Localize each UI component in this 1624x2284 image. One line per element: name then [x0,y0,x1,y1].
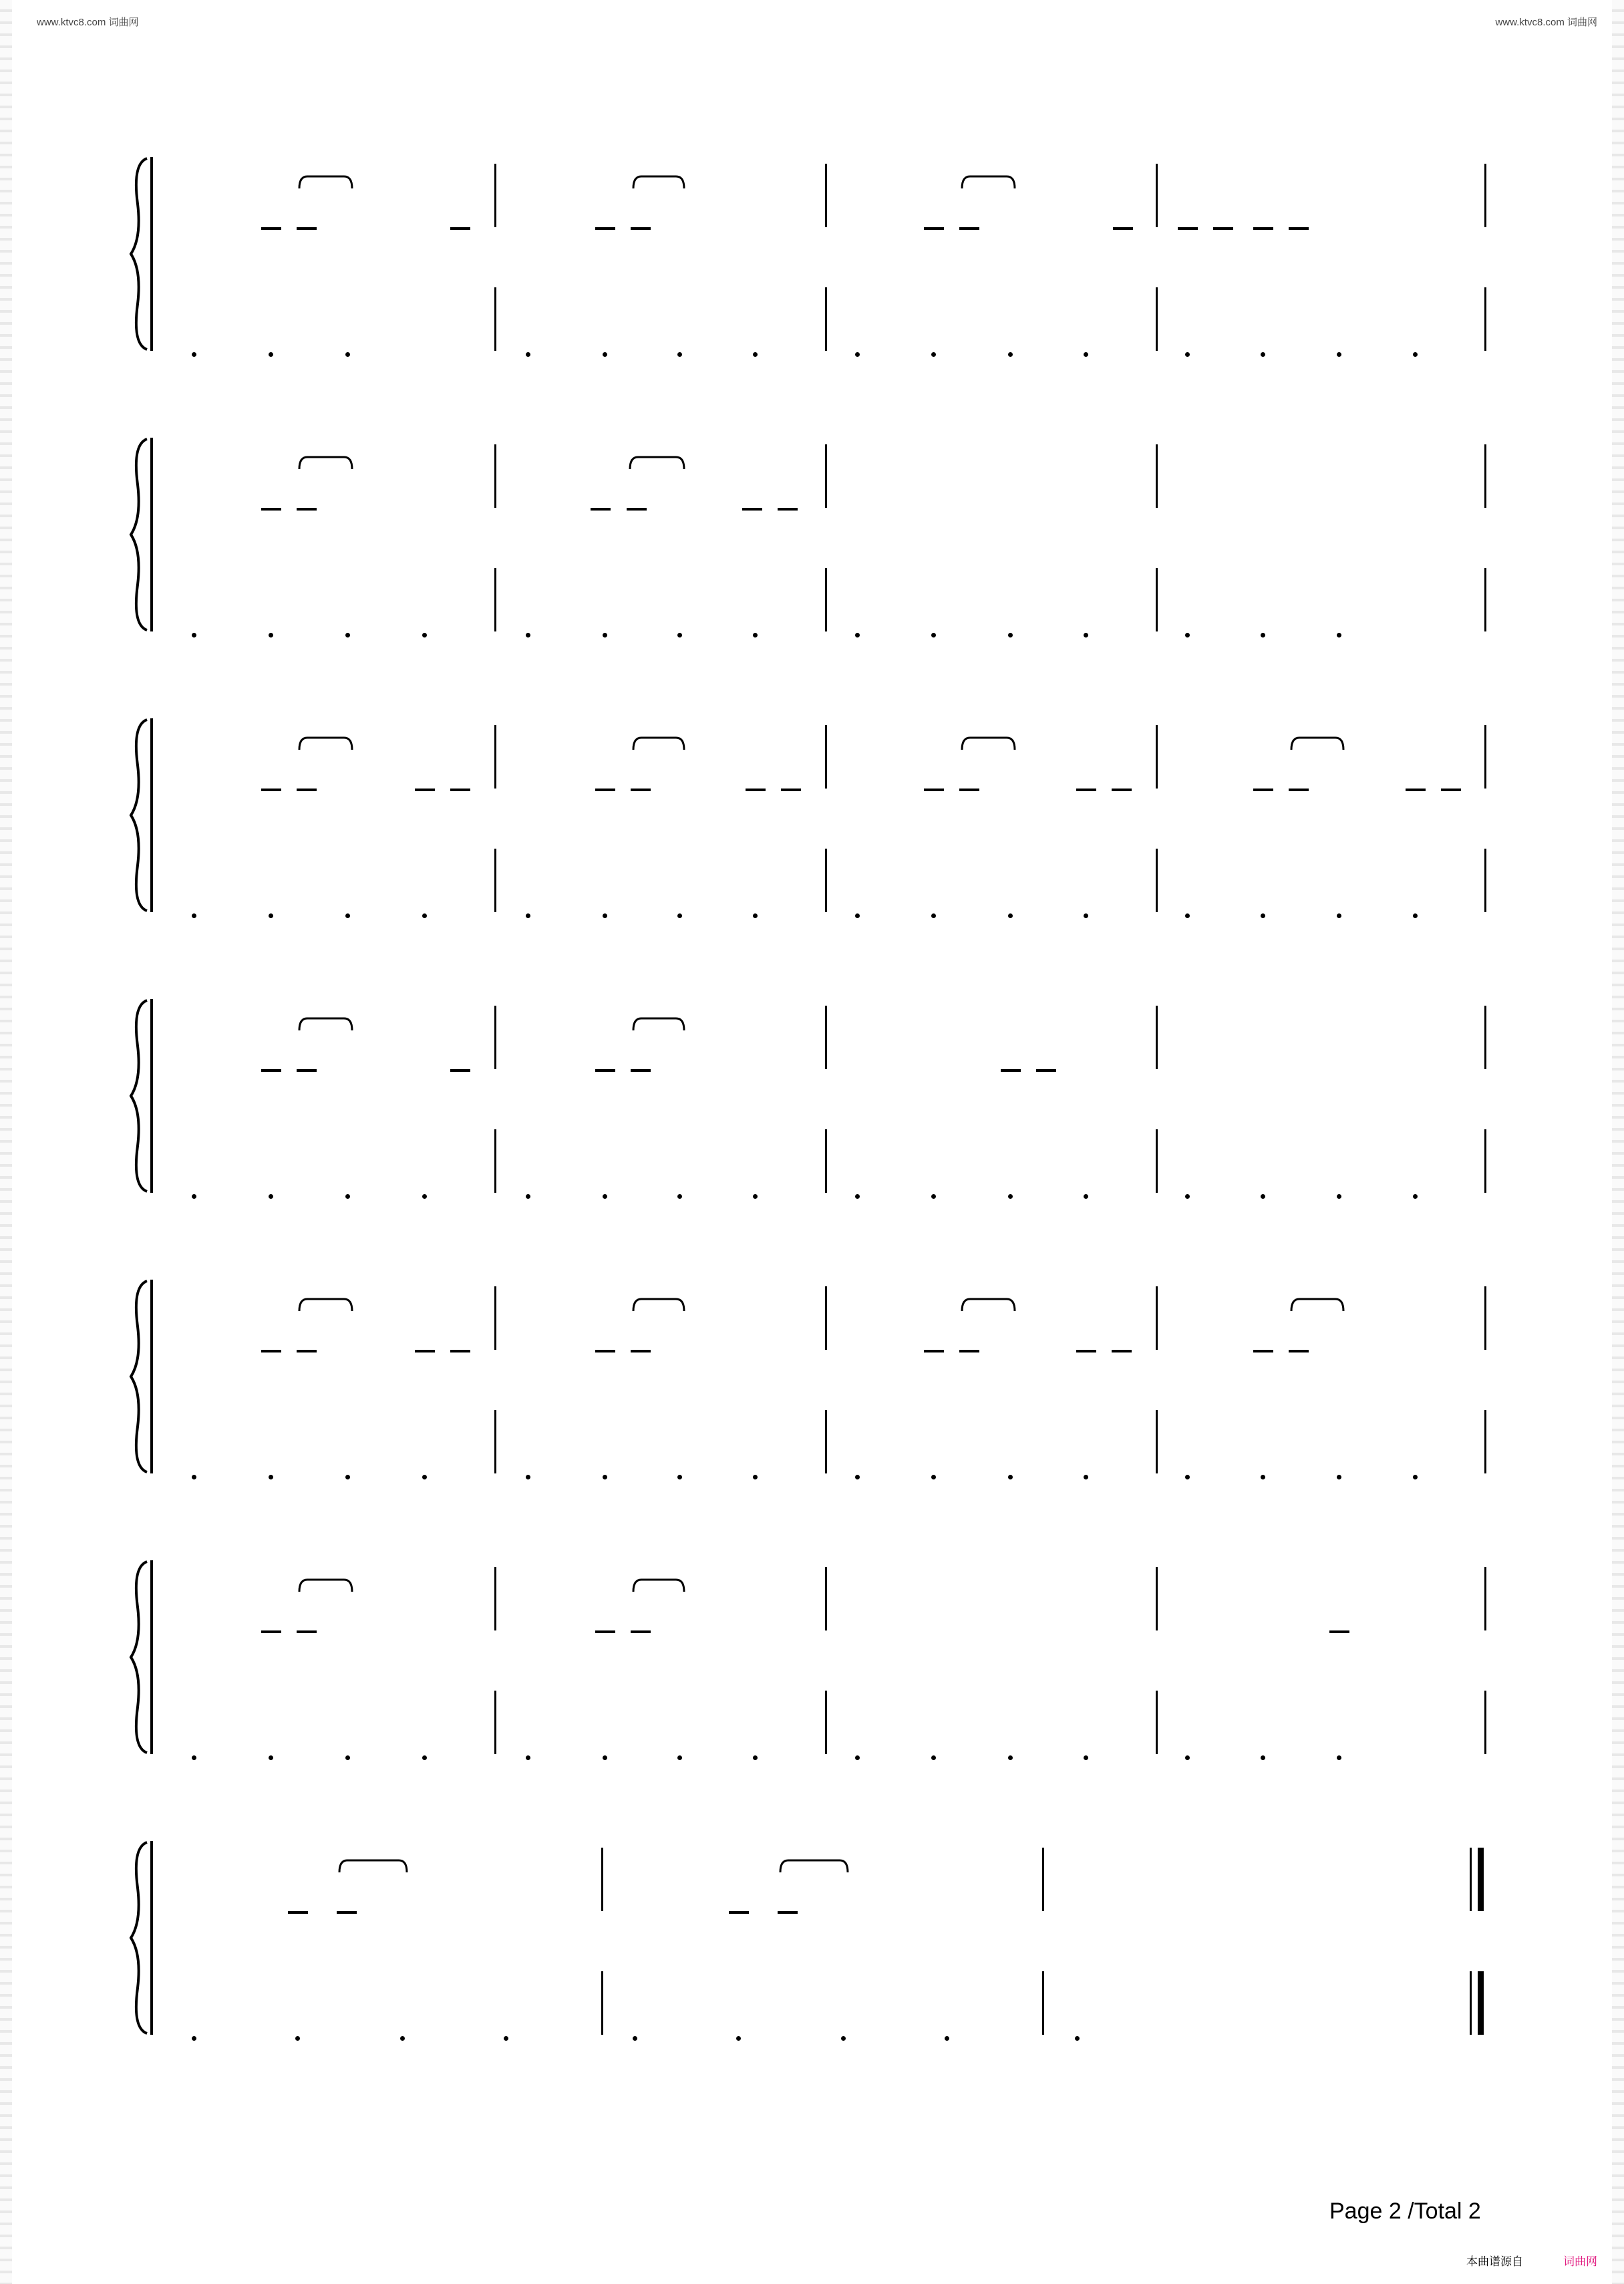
octave-dot [269,352,273,357]
barline [1156,1129,1158,1193]
underline [297,508,317,511]
underline [627,508,647,511]
tie-arc [297,1577,354,1593]
octave-dot [1337,352,1341,357]
octave-dot [1008,633,1013,637]
tie-arc [631,1016,686,1032]
octave-dot [1413,352,1418,357]
tie-arc [960,1296,1017,1312]
barline [601,1848,603,1911]
octave-dot [945,2036,949,2041]
underline [450,789,470,791]
underline [595,789,615,791]
octave-dot [345,352,350,357]
underline [415,789,435,791]
underline [631,1350,651,1352]
barline [1484,1691,1486,1754]
underline [261,1350,281,1352]
octave-dot [603,913,607,918]
tie-arc [1289,735,1345,751]
underline [297,227,317,230]
underline [781,789,801,791]
underline [631,227,651,230]
underline [415,1350,435,1352]
octave-dot [1084,352,1088,357]
octave-dot [269,1755,273,1760]
octave-dot [677,1755,682,1760]
underline [591,508,611,511]
barline [1156,725,1158,789]
octave-dot [753,1755,758,1760]
barline [1156,444,1158,508]
underline [297,1630,317,1633]
underline [595,1350,615,1352]
barline [1484,1006,1486,1069]
octave-dot [753,1475,758,1479]
underline [631,1069,651,1072]
barline [1156,1410,1158,1473]
underline [1178,227,1198,230]
octave-dot [269,1475,273,1479]
octave-dot [1413,913,1418,918]
octave-dot [855,1475,860,1479]
system-start-bar [150,1280,153,1473]
octave-dot [1008,1194,1013,1199]
barline [825,164,827,227]
barline [825,725,827,789]
left-margin-strip [0,0,12,2284]
underline [1076,1350,1096,1352]
barline [1484,1129,1486,1193]
underline [450,1350,470,1352]
octave-dot [192,913,196,918]
barline [1484,1567,1486,1630]
octave-dot [1261,1755,1265,1760]
barline [1484,1286,1486,1350]
barline [1484,1410,1486,1473]
barline [1042,1971,1044,2035]
header-left: www.ktvc8.com 词曲网 [37,17,139,28]
underline [450,1069,470,1072]
octave-dot [753,633,758,637]
octave-dot [677,633,682,637]
underline [1113,227,1133,230]
underline [450,227,470,230]
octave-dot [1185,1475,1190,1479]
octave-dot [269,1194,273,1199]
barline [1484,849,1486,912]
barline [494,1286,496,1350]
octave-dot [931,1755,936,1760]
octave-dot [1337,1194,1341,1199]
octave-dot [855,913,860,918]
underline [595,1069,615,1072]
underline [261,1630,281,1633]
octave-dot [855,1755,860,1760]
underline [1112,1350,1132,1352]
underline [1406,789,1426,791]
octave-dot [269,913,273,918]
underline [959,789,979,791]
system-start-bar [150,1841,153,2035]
barline [494,849,496,912]
octave-dot [1261,1194,1265,1199]
underline [595,1630,615,1633]
barline [825,1129,827,1193]
octave-dot [753,352,758,357]
underline [1253,227,1273,230]
octave-dot [855,352,860,357]
octave-dot [192,2036,196,2041]
final-barline-thin [1470,1971,1472,2035]
octave-dot [1261,1475,1265,1479]
octave-dot [1261,633,1265,637]
octave-dot [603,633,607,637]
system-start-bar [150,999,153,1193]
octave-dot [931,1475,936,1479]
barline [1484,568,1486,631]
barline [494,568,496,631]
barline [825,1006,827,1069]
underline [297,1350,317,1352]
final-barline-thick [1478,1971,1484,2035]
octave-dot [1185,633,1190,637]
underline [1441,789,1461,791]
octave-dot [677,1475,682,1479]
tie-arc [631,735,686,751]
barline [1484,725,1486,789]
octave-dot [855,1194,860,1199]
underline [261,1069,281,1072]
octave-dot [931,352,936,357]
barline [1156,1691,1158,1754]
barline [494,164,496,227]
header-right: www.ktvc8.com 词曲网 [1495,17,1597,28]
underline [1213,227,1233,230]
octave-dot [931,633,936,637]
barline [1156,1006,1158,1069]
octave-dot [192,633,196,637]
octave-dot [1185,1755,1190,1760]
barline [825,444,827,508]
underline [924,789,944,791]
octave-dot [1337,913,1341,918]
underline [1112,789,1132,791]
underline [1289,789,1309,791]
octave-dot [345,913,350,918]
octave-dot [677,352,682,357]
barline [601,1971,603,2035]
tie-arc [631,174,686,190]
octave-dot [269,633,273,637]
octave-dot [192,352,196,357]
tie-arc [297,1016,354,1032]
barline [825,1286,827,1350]
octave-dot [1075,2036,1080,2041]
octave-dot [1084,1755,1088,1760]
barline [825,568,827,631]
octave-dot [1008,913,1013,918]
source-note: 本曲谱源自 [1466,2255,1523,2268]
octave-dot [736,2036,741,2041]
barline [494,1691,496,1754]
octave-dot [192,1755,196,1760]
octave-dot [1337,1475,1341,1479]
barline [1156,287,1158,351]
barline [1156,1286,1158,1350]
octave-dot [526,633,530,637]
octave-dot [1084,633,1088,637]
octave-dot [677,913,682,918]
tie-arc [297,1296,354,1312]
underline [1253,789,1273,791]
octave-dot [603,1194,607,1199]
octave-dot [855,633,860,637]
octave-dot [1337,1755,1341,1760]
underline [778,508,798,511]
octave-dot [345,1194,350,1199]
underline [729,1911,749,1914]
octave-dot [295,2036,300,2041]
barline [1156,568,1158,631]
final-barline-thin [1470,1848,1472,1911]
tie-arc [337,1858,409,1874]
octave-dot [1261,352,1265,357]
barline [1156,849,1158,912]
barline [494,1567,496,1630]
octave-dot [192,1194,196,1199]
barline [494,287,496,351]
octave-dot [526,913,530,918]
system-start-bar [150,718,153,912]
underline [595,227,615,230]
octave-dot [526,352,530,357]
barline [494,1006,496,1069]
octave-dot [345,633,350,637]
underline [924,227,944,230]
octave-dot [753,913,758,918]
system-start-bar [150,438,153,631]
final-barline-thick [1478,1848,1484,1911]
octave-dot [504,2036,508,2041]
octave-dot [192,1475,196,1479]
underline [261,508,281,511]
system-start-bar [150,1560,153,1754]
tie-arc [960,174,1017,190]
tie-arc [1289,1296,1345,1312]
barline [1156,164,1158,227]
octave-dot [1185,913,1190,918]
underline [778,1911,798,1914]
octave-dot [526,1475,530,1479]
octave-dot [1008,1475,1013,1479]
barline [825,287,827,351]
octave-dot [1084,1194,1088,1199]
octave-dot [603,1475,607,1479]
underline [959,227,979,230]
octave-dot [1261,913,1265,918]
underline [1289,227,1309,230]
octave-dot [422,1475,427,1479]
underline [1076,789,1096,791]
octave-dot [677,1194,682,1199]
barline [494,1129,496,1193]
tie-arc [297,174,354,190]
octave-dot [526,1194,530,1199]
octave-dot [1008,1755,1013,1760]
underline [1329,1630,1349,1633]
octave-dot [1084,1475,1088,1479]
octave-dot [422,1194,427,1199]
underline [261,227,281,230]
barline [1156,1567,1158,1630]
right-margin-strip [1612,0,1624,2284]
underline [297,1069,317,1072]
barline [825,1691,827,1754]
page-indicator: Page 2 /Total 2 [1329,2198,1481,2224]
underline [924,1350,944,1352]
underline [631,789,651,791]
tie-arc [631,1296,686,1312]
barline [494,725,496,789]
octave-dot [345,1475,350,1479]
underline [1253,1350,1273,1352]
octave-dot [1185,1194,1190,1199]
tie-arc [960,735,1017,751]
octave-dot [841,2036,846,2041]
tie-arc [297,735,354,751]
underline [1036,1069,1056,1072]
tie-arc [628,454,686,470]
system-start-bar [150,157,153,351]
underline [1001,1069,1021,1072]
octave-dot [931,1194,936,1199]
octave-dot [1008,352,1013,357]
octave-dot [345,1755,350,1760]
barline [494,1410,496,1473]
underline [261,789,281,791]
octave-dot [1185,352,1190,357]
barline [825,1567,827,1630]
octave-dot [753,1194,758,1199]
octave-dot [1413,1194,1418,1199]
brand-logo: 词曲网 [1563,2255,1597,2268]
octave-dot [1413,1475,1418,1479]
underline [288,1911,308,1914]
underline [631,1630,651,1633]
octave-dot [1337,633,1341,637]
underline [959,1350,979,1352]
tie-arc [297,454,354,470]
barline [825,849,827,912]
octave-dot [526,1755,530,1760]
barline [494,444,496,508]
underline [746,789,766,791]
underline [1289,1350,1309,1352]
octave-dot [422,1755,427,1760]
octave-dot [422,913,427,918]
octave-dot [400,2036,405,2041]
underline [742,508,762,511]
octave-dot [633,2036,637,2041]
barline [1484,164,1486,227]
octave-dot [931,913,936,918]
barline [1042,1848,1044,1911]
tie-arc [778,1858,850,1874]
octave-dot [1084,913,1088,918]
octave-dot [603,1755,607,1760]
barline [1484,444,1486,508]
barline [1484,287,1486,351]
tie-arc [631,1577,686,1593]
underline [297,789,317,791]
barline [825,1410,827,1473]
octave-dot [603,352,607,357]
underline [337,1911,357,1914]
octave-dot [422,633,427,637]
